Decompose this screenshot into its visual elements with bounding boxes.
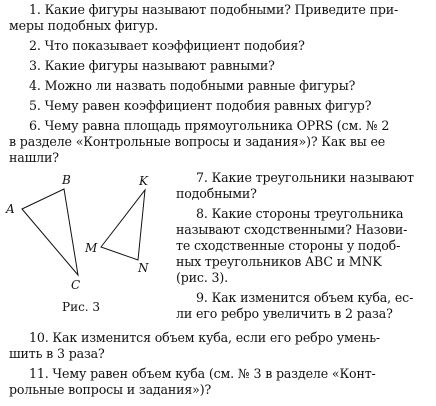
similar-triangles-diagram [0,168,180,318]
question-8-line-1: 8. Какие стороны треугольника [196,206,404,221]
question-9-line-1: 9. Как изменится объем куба, ес- [196,290,414,305]
vertex-label-m: M [85,241,98,255]
vertex-label-k: K [139,174,148,188]
vertex-label-n: N [138,261,149,275]
question-6-line-1: 6. Чему равна площадь прямоугольника OPRS (см. № 2 [29,118,390,133]
question-7-line-1: 7. Какие треугольники называют [196,170,414,185]
question-9-line-2: ли его ребро увеличить в 2 раза? [176,306,393,321]
figure-caption: Рис. 3 [62,300,101,314]
question-6-line-3: нашли? [9,150,59,165]
question-11-line-2: рольные вопросы и задания»)? [9,382,212,397]
question-7-line-2: подобными? [176,186,257,201]
figure-3 [0,168,180,318]
triangle-mnk [101,190,145,260]
vertex-label-b: B [62,173,71,187]
question-8-line-4: ных треугольников ABC и MNK [176,254,382,269]
question-1-line-1: 1. Какие фигуры называют подобными? Приведите при- [29,2,399,17]
question-3: 3. Какие фигуры называют равными? [29,58,275,73]
question-6-line-2: в разделе «Контрольные вопросы и задания»)? Как вы ее [9,134,386,149]
vertex-label-a: A [6,202,15,216]
question-1-line-2: меры подобных фигур. [9,18,159,33]
question-8-line-5: (рис. 3). [176,270,229,285]
triangle-abc [22,189,78,275]
question-10-line-2: шить в 3 раза? [9,346,105,361]
question-11-line-1: 11. Чему равен объем куба (см. № 3 в разделе «Конт- [29,366,376,381]
question-2: 2. Что показывает коэффициент подобия? [29,38,305,53]
question-4: 4. Можно ли назвать подобными равные фигуры? [29,78,356,93]
question-8-line-3: те сходственные стороны у подоб- [176,238,401,253]
vertex-label-c: C [71,278,81,292]
question-10-line-1: 10. Как изменится объем куба, если его ребро умень- [29,330,381,345]
question-5: 5. Чему равен коэффициент подобия равных фигур? [29,98,372,113]
question-8-line-2: называют сходственными? Назови- [176,222,408,237]
